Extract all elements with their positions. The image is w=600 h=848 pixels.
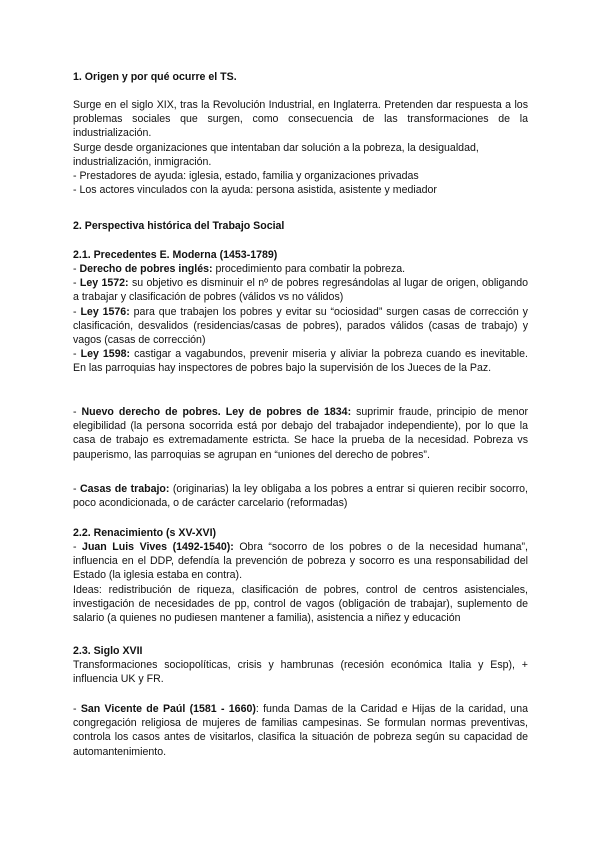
heading-origen: 1. Origen y por qué ocurre el TS. (73, 71, 237, 83)
section-2-2-body (73, 540, 528, 625)
heading-perspectiva: 2. Perspectiva histórica del Trabajo Social (73, 220, 285, 232)
section-casas-trabajo (73, 482, 528, 510)
paragraph-ideas: Ideas: redistribución de riqueza, clasificación de pobres, control de centros asistenciales, investigación de necesidades de pp, control de vagos (obligación de trabajar), suplemento de salario (a quienes no pudiesen mantener a familia), asistencia a niñez y educación (73, 583, 528, 625)
section-2-3-body (73, 658, 528, 686)
section-nuevo-derecho (73, 405, 528, 462)
heading-precedentes: 2.1. Precedentes E. Moderna (1453-1789) (73, 249, 278, 261)
section-2-1-items (73, 262, 528, 376)
list-item-ley-1598: - Ley 1598: castigar a vagabundos, prevenir miseria y aliviar la pobreza cuando es inevitable. En las parroquias hay inspectores de pobres bajo la supervisión de los Jueces de la Paz. (73, 348, 528, 375)
list-item-casas-trabajo: - Casas de trabajo: (originarias) la ley obligaba a los pobres a entrar si quieren recibir socorro, poco acondicionada, o de carácter carcelario (reformadas) (73, 483, 528, 510)
list-item-actores: - Los actores vinculados con la ayuda: persona asistida, asistente y mediador (73, 184, 437, 197)
list-item-ley-1576: - Ley 1576: para que trabajen los pobres y evitar su “ociosidad” surgen casas de corrección y clasificación, desvalidos (residencias/casas de pobres), parados válidos (casas de trabajo) y vagos (casas de corrección) (73, 305, 528, 347)
list-item-ley-1572: - Ley 1572: su objetivo es disminuir el nº de pobres regresándolas al lugar de origen, obligando a trabajar y clasificación de pobres (válidos vs no válidos) (73, 277, 528, 304)
section-1-body (73, 98, 528, 197)
heading-siglo-xvii: 2.3. Siglo XVII (73, 645, 143, 657)
paragraph-transformaciones: Transformaciones sociopolíticas, crisis y hambrunas (recesión económica Italia y Esp), + influencia UK y FR. (73, 659, 528, 686)
list-item-ley-1834: - Nuevo derecho de pobres. Ley de pobres de 1834: suprimir fraude, principio de menor elegibilidad (la persona socorrida está por debajo del trabajador independiente), por lo que la casa de trabajo es extremadamente estricta. Se hace la prueba de la necesidad. Pobreza vs pauperismo, las parroquias se agrupan en “uniones del derecho de pobres”. (73, 406, 528, 461)
heading-renacimiento: 2.2. Renacimiento (s XV-XVI) (73, 527, 217, 539)
list-item-prestadores: - Prestadores de ayuda: iglesia, estado, familia y organizaciones privadas (73, 170, 419, 183)
section-san-vicente (73, 702, 528, 759)
paragraph-surge-siglo: Surge en el siglo XIX, tras la Revolución Industrial, en Inglaterra. Pretenden dar respuesta a los problemas sociales que surgen, como consecuencia de las transformaciones de la industrialización. (73, 99, 528, 140)
list-item-juan-luis-vives: - Juan Luis Vives (1492-1540): Obra “socorro de los pobres o de la necesidad humana”, influencia en el DDP, defendía la prevención de pobreza y socorro es una responsabilidad del Estado (la iglesia estaba en contra). (73, 541, 528, 582)
list-item-derecho-pobres: - Derecho de pobres inglés: procedimiento para combatir la pobreza. (73, 263, 406, 275)
list-item-san-vicente: - San Vicente de Paúl (1581 - 1660): funda Damas de la Caridad e Hijas de la caridad, una congregación religiosa de mujeres de familias campesinas. Se formulan normas preventivas, controla los casos antes de visitarlos, clasifica la situación de pobreza según su capacidad de automantenimiento. (73, 703, 528, 758)
paragraph-organizaciones: Surge desde organizaciones que intentaban dar solución a la pobreza, la desigualdad, industrialización, inmigración. (73, 141, 479, 168)
